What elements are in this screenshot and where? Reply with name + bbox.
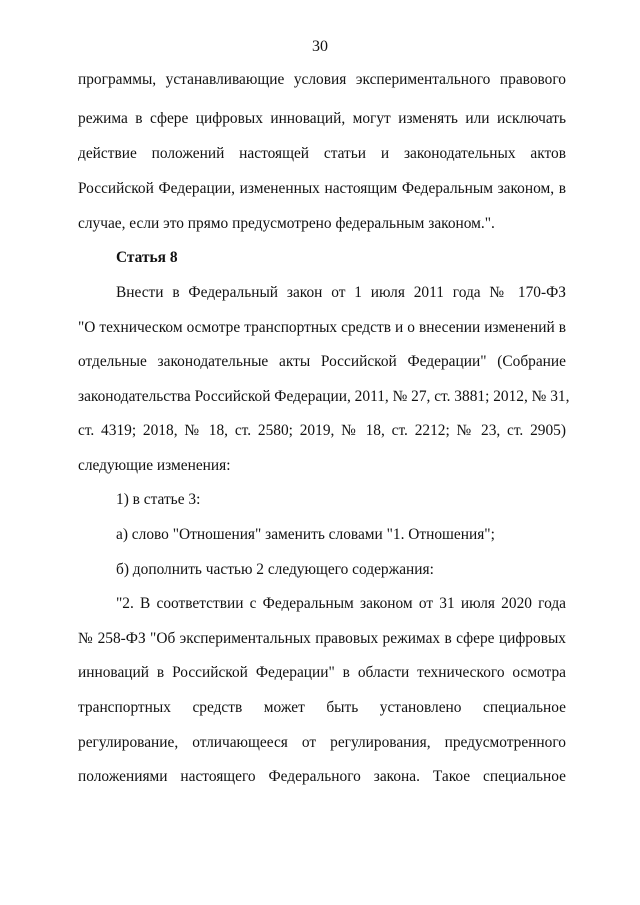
list-item: а) слово "Отношения" заменить словами "1. Отношения"; xyxy=(116,526,495,543)
text-line: законодательства Российской Федерации, 2011, № 27, ст. 3881; 2012, № 31, xyxy=(78,388,570,405)
text-line: Внести в Федеральный закон от 1 июля 2011 года № 170-ФЗ xyxy=(116,284,566,301)
text-line: регулирование, отличающееся от регулирования, предусмотренного xyxy=(78,734,566,751)
text-line: отдельные законодательные акты Российской Федерации" (Собрание xyxy=(78,353,566,370)
text-line: "2. В соответствии с Федеральным законом от 31 июля 2020 года xyxy=(116,595,566,612)
text-line: № 258-ФЗ "Об экспериментальных правовых режимах в сфере цифровых xyxy=(78,630,566,647)
text-line: Российской Федерации, измененных настоящим Федеральным законом, в xyxy=(78,180,566,197)
text-line: действие положений настоящей статьи и законодательных актов xyxy=(78,145,566,162)
text-line: ст. 4319; 2018, № 18, ст. 2580; 2019, № 18, ст. 2212; № 23, ст. 2905) xyxy=(78,422,566,439)
text-line: следующие изменения: xyxy=(78,457,231,474)
text-line: случае, если это прямо предусмотрено федеральным законом.". xyxy=(78,215,495,232)
text-line: "О техническом осмотре транспортных средств и о внесении изменений в xyxy=(78,319,566,336)
text-line: положениями настоящего Федерального закона. Такое специальное xyxy=(78,768,566,785)
list-item: б) дополнить частью 2 следующего содержания: xyxy=(116,561,434,578)
page-number: 30 xyxy=(312,38,328,55)
text-line: режима в сфере цифровых инноваций, могут изменять или исключать xyxy=(78,110,566,127)
article-heading: Статья 8 xyxy=(116,249,178,266)
text-line: программы, устанавливающие условия экспериментального правового xyxy=(78,71,566,88)
list-item: 1) в статье 3: xyxy=(116,491,201,508)
text-line: инноваций в Российской Федерации" в области технического осмотра xyxy=(78,664,566,681)
text-line: транспортных средств может быть установлено специальное xyxy=(78,699,566,716)
